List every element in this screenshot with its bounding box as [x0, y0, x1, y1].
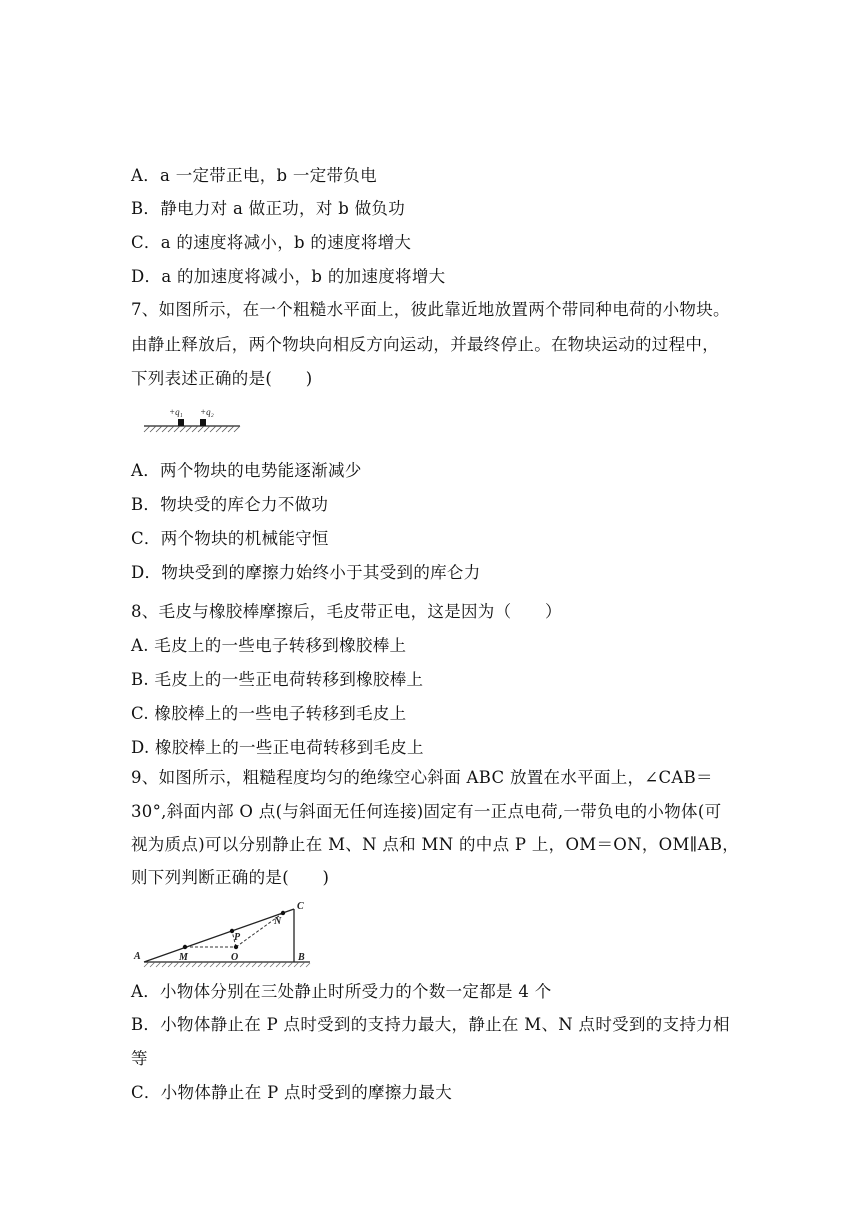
q9-option-b: B．小物体静止在 P 点时受到的支持力最大，静止在 M、N 点时受到的支持力相: [131, 1015, 730, 1034]
q7-stem-line-3: 下列表述正确的是( ): [131, 369, 313, 388]
point-n: [281, 911, 285, 915]
q9-option-c: C．小物体静止在 P 点时受到的摩擦力最大: [131, 1083, 453, 1102]
q7-option-d: D．物块受到的摩擦力始终小于其受到的库仑力: [131, 563, 481, 582]
q6-option-d: D．a 的加速度将减小，b 的加速度将增大: [131, 267, 446, 286]
q9-option-b-continued: 等: [131, 1049, 148, 1068]
label-n: N: [274, 916, 282, 927]
block-q2: [200, 419, 206, 426]
label-m: M: [179, 952, 188, 963]
label-a: A: [134, 951, 141, 962]
q8-option-b: B. 毛皮上的一些正电荷转移到橡胶棒上: [131, 670, 424, 689]
q9-stem-line-4: 则下列判断正确的是( ): [131, 868, 330, 887]
label-p: P: [234, 932, 241, 943]
q7-stem-line-2: 由静止释放后，两个物块向相反方向运动，并最终停止。在物块运动的过程中，: [131, 335, 719, 354]
q9-stem-line-2: 30°,斜面内部 O 点(与斜面无任何连接)固定有一正点电荷,一带负电的小物体(可: [131, 802, 722, 821]
label-o: O: [231, 952, 239, 963]
label-q1: +q₁: [169, 407, 183, 417]
label-c: C: [297, 901, 304, 912]
q9-option-a: A．小物体分别在三处静止时所受力的个数一定都是 4 个: [131, 982, 552, 1001]
q8-stem: 8、毛皮与橡胶棒摩擦后，毛皮带正电，这是因为（ ）: [131, 602, 562, 621]
q8-option-c: C. 橡胶棒上的一些电子转移到毛皮上: [131, 704, 407, 723]
q8-option-d: D. 橡胶棒上的一些正电荷转移到毛皮上: [131, 738, 424, 757]
q9-stem-line-3: 视为质点)可以分别静止在 M、N 点和 MN 的中点 P 上，OM＝ON，OM∥AB，: [131, 835, 740, 854]
block-q1: [178, 419, 184, 426]
q7-figure: [140, 402, 244, 436]
point-m: [183, 945, 187, 949]
q8-option-a: A. 毛皮上的一些电子转移到橡胶棒上: [131, 636, 407, 655]
q7-option-b: B．物块受的库仑力不做功: [131, 495, 329, 514]
q6-option-c: C．a 的速度将减小，b 的速度将增大: [131, 233, 412, 252]
label-q2: +q₂: [200, 407, 214, 417]
q9-figure: [130, 896, 316, 972]
point-o: [234, 945, 238, 949]
q9-stem-line-1: 9、如图所示，粗糙程度均匀的绝缘空心斜面 ABC 放置在水平面上，∠CAB＝: [131, 768, 713, 787]
q6-option-b: B．静电力对 a 做正功，对 b 做负功: [131, 199, 406, 218]
q6-option-a: A．a 一定带正电，b 一定带负电: [131, 166, 377, 185]
label-b: B: [298, 952, 305, 963]
q7-option-c: C．两个物块的机械能守恒: [131, 529, 329, 548]
q7-stem-line-1: 7、如图所示，在一个粗糙水平面上，彼此靠近地放置两个带同种电荷的小物块。: [131, 300, 730, 319]
q7-option-a: A．两个物块的电势能逐渐减少: [131, 461, 362, 480]
